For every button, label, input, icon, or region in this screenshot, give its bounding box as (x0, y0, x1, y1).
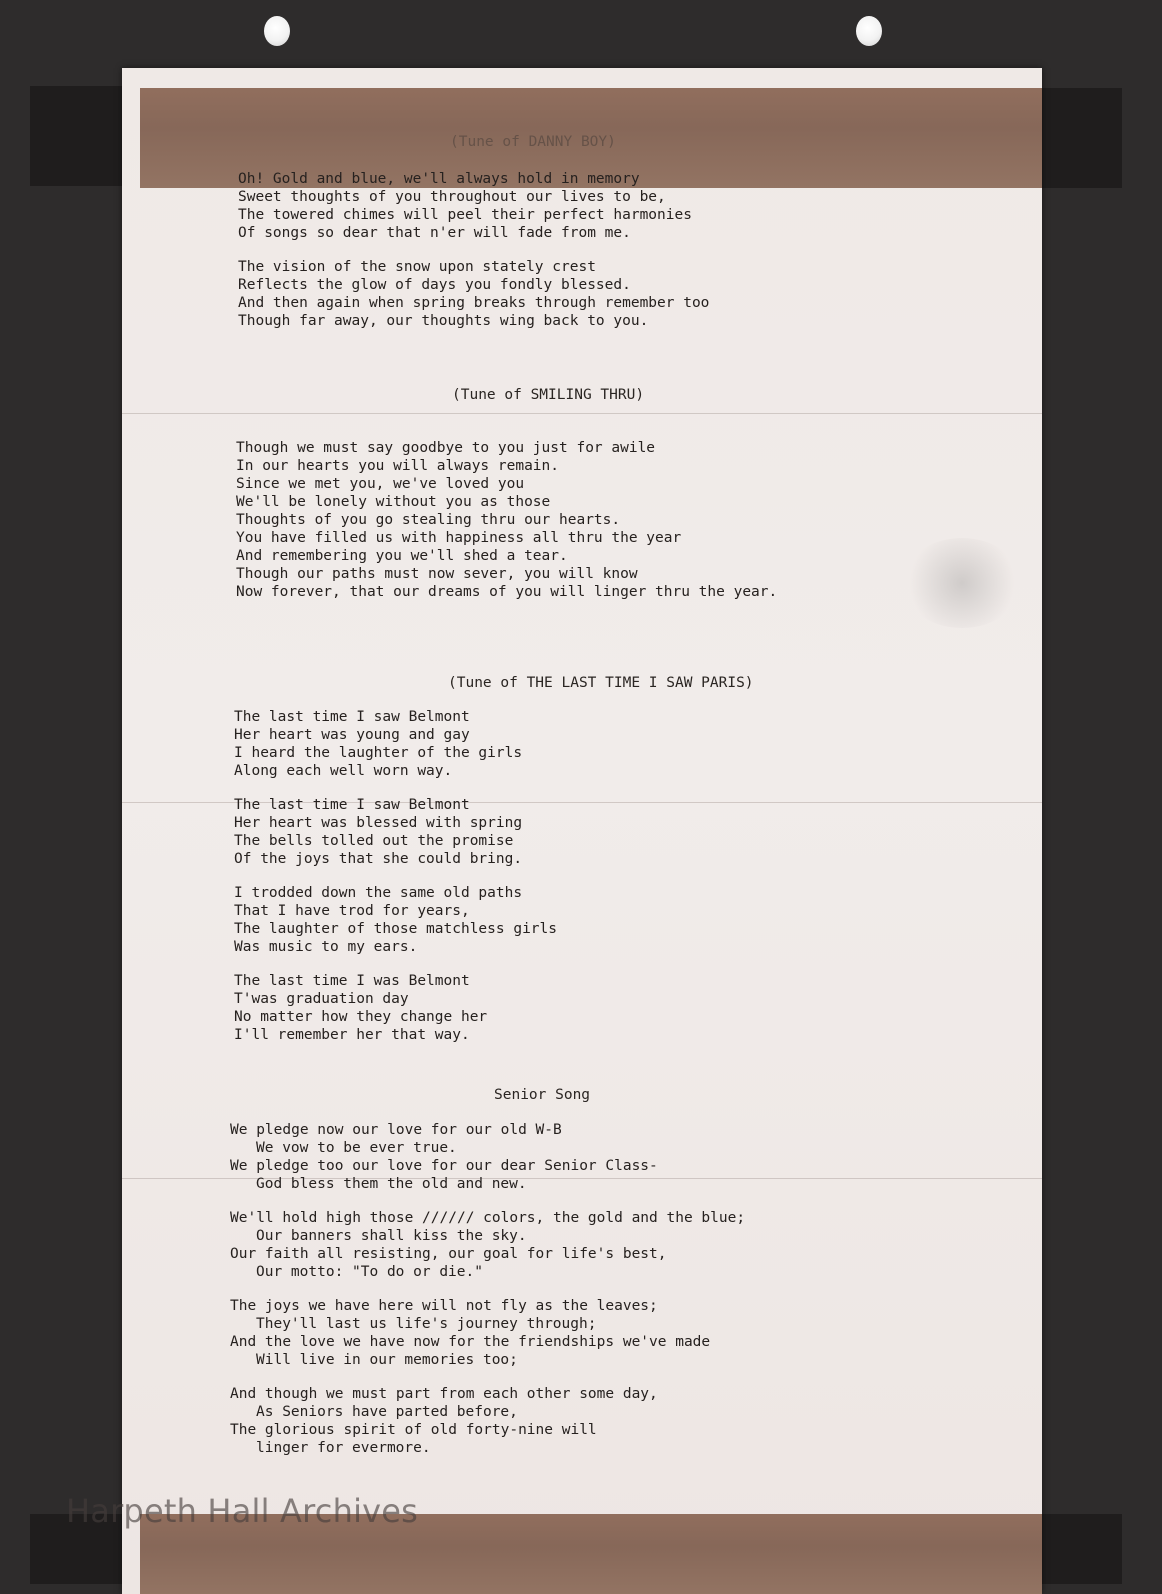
lyric-line: Sweet thoughts of you throughout our lives to be, (238, 189, 666, 205)
lyric-line: They'll last us life's journey through; (256, 1316, 597, 1332)
lyric-line: God bless them the old and new. (256, 1176, 527, 1192)
lyric-line: The last time I saw Belmont (234, 797, 470, 813)
lyric-line: The last time I saw Belmont (234, 709, 470, 725)
lyric-line: The towered chimes will peel their perfect harmonies (238, 207, 692, 223)
stanza (230, 1385, 745, 1457)
stanza (238, 258, 709, 330)
lyric-line: The last time I was Belmont (234, 973, 470, 989)
lyric-line: The bells tolled out the promise (234, 833, 514, 849)
stanza (234, 708, 557, 780)
lyric-line: Along each well worn way. (234, 763, 453, 779)
lyric-line: T'was graduation day (234, 991, 409, 1007)
section-title: Senior Song (494, 1087, 591, 1103)
lyric-line: We vow to be ever true. (256, 1140, 457, 1156)
lyric-line: Her heart was young and gay (234, 727, 470, 743)
lyric-line: Our motto: "To do or die." (256, 1264, 483, 1280)
lyric-line: We pledge now our love for our old W-B (230, 1122, 562, 1138)
lyric-line: Since we met you, we've loved you (236, 476, 525, 492)
stanza (236, 439, 777, 601)
lyric-line: Thoughts of you go stealing thru our hearts. (236, 512, 621, 528)
lyric-line: And remembering you we'll shed a tear. (236, 548, 568, 564)
lyric-line: Our faith all resisting, our goal for life's best, (230, 1246, 667, 1262)
right-tape-tab-bottom (1040, 1514, 1122, 1584)
lyric-line: That I have trod for years, (234, 903, 470, 919)
lyric-line: I heard the laughter of the girls (234, 745, 523, 761)
lyric-line: As Seniors have parted before, (256, 1404, 518, 1420)
lyric-line: And then again when spring breaks through remember too (238, 295, 710, 311)
lyric-line: The joys we have here will not fly as the leaves; (230, 1298, 658, 1314)
lyric-line: Was music to my ears. (234, 939, 418, 955)
lyric-line: In our hearts you will always remain. (236, 458, 560, 474)
lyric-line: Though we must say goodbye to you just for awile (236, 440, 656, 456)
lyric-line: Her heart was blessed with spring (234, 815, 523, 831)
lyric-line: Our banners shall kiss the sky. (256, 1228, 527, 1244)
lyric-line: We'll hold high those ////// colors, the gold and the blue; (230, 1210, 746, 1226)
lyric-line: Now forever, that our dreams of you will linger thru the year. (236, 584, 778, 600)
stanza (230, 1297, 745, 1369)
lyric-line: And the love we have now for the friendships we've made (230, 1334, 711, 1350)
lyric-line: The laughter of those matchless girls (234, 921, 558, 937)
stanza (230, 1121, 745, 1193)
lyric-line: Though far away, our thoughts wing back to you. (238, 313, 649, 329)
lyric-line: No matter how they change her (234, 1009, 488, 1025)
lyric-line: Oh! Gold and blue, we'll always hold in memory (238, 171, 640, 187)
song-danny-boy (238, 170, 709, 346)
lyric-line: And though we must part from each other some day, (230, 1386, 658, 1402)
binder-hole-left (264, 16, 290, 46)
song-last-time-i-saw-paris (234, 708, 557, 1060)
stanza (234, 972, 557, 1044)
lyric-line: We'll be lonely without you as those (236, 494, 551, 510)
lyric-line: Though our paths must now sever, you will know (236, 566, 638, 582)
lyric-line: linger for evermore. (256, 1440, 431, 1456)
stanza (238, 170, 709, 242)
stanza (234, 796, 557, 868)
lyric-line: The glorious spirit of old forty-nine will (230, 1422, 597, 1438)
section-title: (Tune of THE LAST TIME I SAW PARIS) (448, 675, 754, 691)
lyric-line: You have filled us with happiness all thru the year (236, 530, 682, 546)
paper-fold (122, 413, 1042, 414)
left-tape-tab-top (30, 86, 124, 186)
stanza (234, 884, 557, 956)
lyric-line: Of the joys that she could bring. (234, 851, 523, 867)
lyric-line: The vision of the snow upon stately crest (238, 259, 596, 275)
ink-smudge (902, 538, 1022, 628)
lyric-line: Reflects the glow of days you fondly blessed. (238, 277, 631, 293)
document-sheet (122, 68, 1042, 1594)
lyric-line: Of songs so dear that n'er will fade from me. (238, 225, 631, 241)
lyric-line: I'll remember her that way. (234, 1027, 470, 1043)
song-senior-song (230, 1121, 745, 1473)
archive-watermark: Harpeth Hall Archives (66, 1492, 419, 1530)
lyric-line: Will live in our memories too; (256, 1352, 518, 1368)
lyric-line: We pledge too our love for our dear Senior Class- (230, 1158, 658, 1174)
song-smiling-thru (236, 439, 777, 617)
right-tape-tab-top (1040, 88, 1122, 188)
lyric-line: I trodded down the same old paths (234, 885, 523, 901)
binder-hole-right (856, 16, 882, 46)
section-title: (Tune of DANNY BOY) (450, 134, 616, 150)
section-title: (Tune of SMILING THRU) (452, 387, 645, 403)
stanza (230, 1209, 745, 1281)
